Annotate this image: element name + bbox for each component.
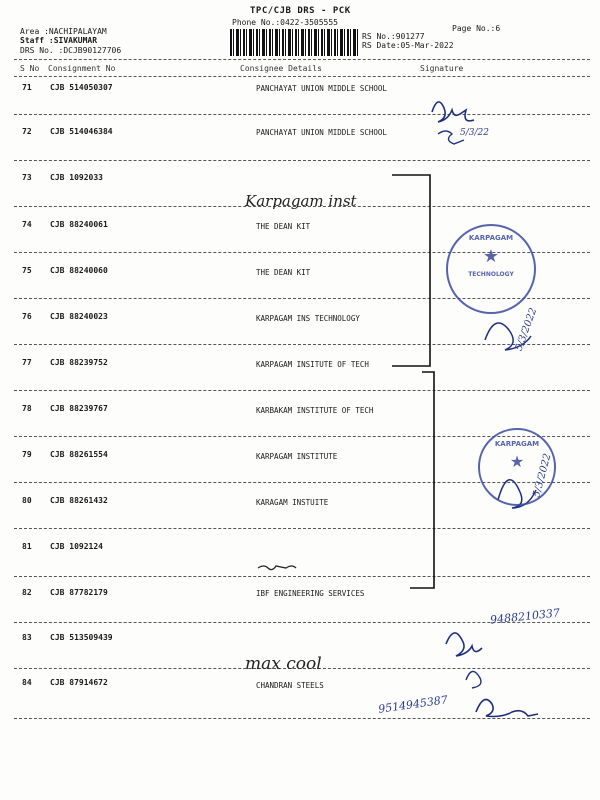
row-consignment: CJB 88240023 bbox=[50, 312, 108, 321]
area-label: Area :NACHIPALAYAM bbox=[20, 27, 107, 36]
row-sno: 73 bbox=[22, 173, 32, 182]
row-sno: 76 bbox=[22, 312, 32, 321]
bracket bbox=[392, 175, 430, 366]
page-number: Page No.:6 bbox=[452, 24, 501, 33]
row-consignment: CJB 1092124 bbox=[50, 542, 103, 551]
col-header-details: Consignee Details bbox=[240, 64, 322, 73]
rs-date: RS Date:05-Mar-2022 bbox=[362, 41, 454, 50]
row-details: CHANDRAN STEELS bbox=[256, 681, 324, 690]
row-consignment: CJB 88240061 bbox=[50, 220, 108, 229]
row-sno: 74 bbox=[22, 220, 32, 229]
row-consignment: CJB 88240060 bbox=[50, 266, 108, 275]
row-consignment: CJB 87914672 bbox=[50, 678, 108, 687]
handwritten-date: 5/3/2022 bbox=[531, 452, 554, 499]
row-details: THE DEAN KIT bbox=[256, 268, 311, 277]
row-details: KARPAGAM INSTITUTE bbox=[256, 452, 338, 461]
row-sno: 81 bbox=[22, 542, 32, 551]
handwritten-date: 5/3/22 bbox=[460, 128, 489, 138]
row-consignment: CJB 88239767 bbox=[50, 404, 108, 413]
row-details: KARBAKAM INSTITUTE OF TECH bbox=[256, 406, 374, 415]
row-sno: 71 bbox=[22, 83, 32, 92]
handwritten-note: Karpagam inst bbox=[245, 192, 357, 210]
handwritten-phone: 9488210337 bbox=[489, 606, 561, 627]
bracket bbox=[410, 372, 434, 588]
row-consignment: CJB 514050307 bbox=[50, 83, 113, 92]
document-title: TPC/CJB DRS - PCK bbox=[250, 6, 351, 16]
stamp-text: KARPAGAM bbox=[468, 234, 514, 242]
stamp-text: TECHNOLOGY bbox=[468, 271, 514, 278]
phone-number: Phone No.:0422-3505555 bbox=[232, 18, 338, 27]
signature bbox=[466, 671, 481, 688]
row-consignment: CJB 88261432 bbox=[50, 496, 108, 505]
star-icon: ★ bbox=[482, 246, 500, 267]
round-stamp bbox=[446, 224, 536, 314]
col-header-signature: Signature bbox=[420, 64, 464, 73]
signature bbox=[432, 102, 474, 122]
row-sno: 83 bbox=[22, 633, 32, 642]
star-icon: ★ bbox=[509, 452, 525, 471]
col-header-sno: S No bbox=[20, 64, 40, 73]
stamp-text: KARPAGAM bbox=[494, 440, 540, 448]
row-sno: 82 bbox=[22, 588, 32, 597]
row-sno: 78 bbox=[22, 404, 32, 413]
handwritten-note: max cool bbox=[245, 654, 322, 674]
row-details: PANCHAYAT UNION MIDDLE SCHOOL bbox=[256, 84, 387, 93]
row-details: THE DEAN KIT bbox=[256, 222, 311, 231]
row-details: PANCHAYAT UNION MIDDLE SCHOOL bbox=[256, 128, 387, 137]
signature bbox=[476, 700, 538, 717]
row-consignment: CJB 513509439 bbox=[50, 633, 113, 642]
signature bbox=[446, 633, 482, 656]
row-details: KARPAGAM INS TECHNOLOGY bbox=[256, 314, 360, 323]
handwritten-date: 5/3/2022 bbox=[513, 306, 540, 353]
row-consignment: CJB 514046384 bbox=[50, 127, 113, 136]
handwritten-phone: 9514945387 bbox=[377, 693, 449, 716]
row-sno: 77 bbox=[22, 358, 32, 367]
row-details: KARPAGAM INSITUTE OF TECH bbox=[256, 360, 369, 369]
row-details: KARAGAM INSTUITE bbox=[256, 498, 329, 507]
drs-number: DRS No. :DCJB90127706 bbox=[20, 46, 122, 55]
row-sno: 79 bbox=[22, 450, 32, 459]
signature bbox=[258, 566, 296, 570]
row-sno: 75 bbox=[22, 266, 32, 275]
row-details: IBF ENGINEERING SERVICES bbox=[256, 589, 365, 598]
col-header-consignment: Consignment No bbox=[48, 64, 116, 73]
round-stamp bbox=[478, 428, 556, 506]
row-consignment: CJB 1092033 bbox=[50, 173, 103, 182]
row-consignment: CJB 88239752 bbox=[50, 358, 108, 367]
row-consignment: CJB 88261554 bbox=[50, 450, 108, 459]
row-sno: 84 bbox=[22, 678, 32, 687]
row-sno: 80 bbox=[22, 496, 32, 505]
staff-label: Staff :SIVAKUMAR bbox=[20, 36, 98, 45]
row-sno: 72 bbox=[22, 127, 32, 136]
rs-number: RS No.:901277 bbox=[362, 32, 425, 41]
row-consignment: CJB 87782179 bbox=[50, 588, 108, 597]
